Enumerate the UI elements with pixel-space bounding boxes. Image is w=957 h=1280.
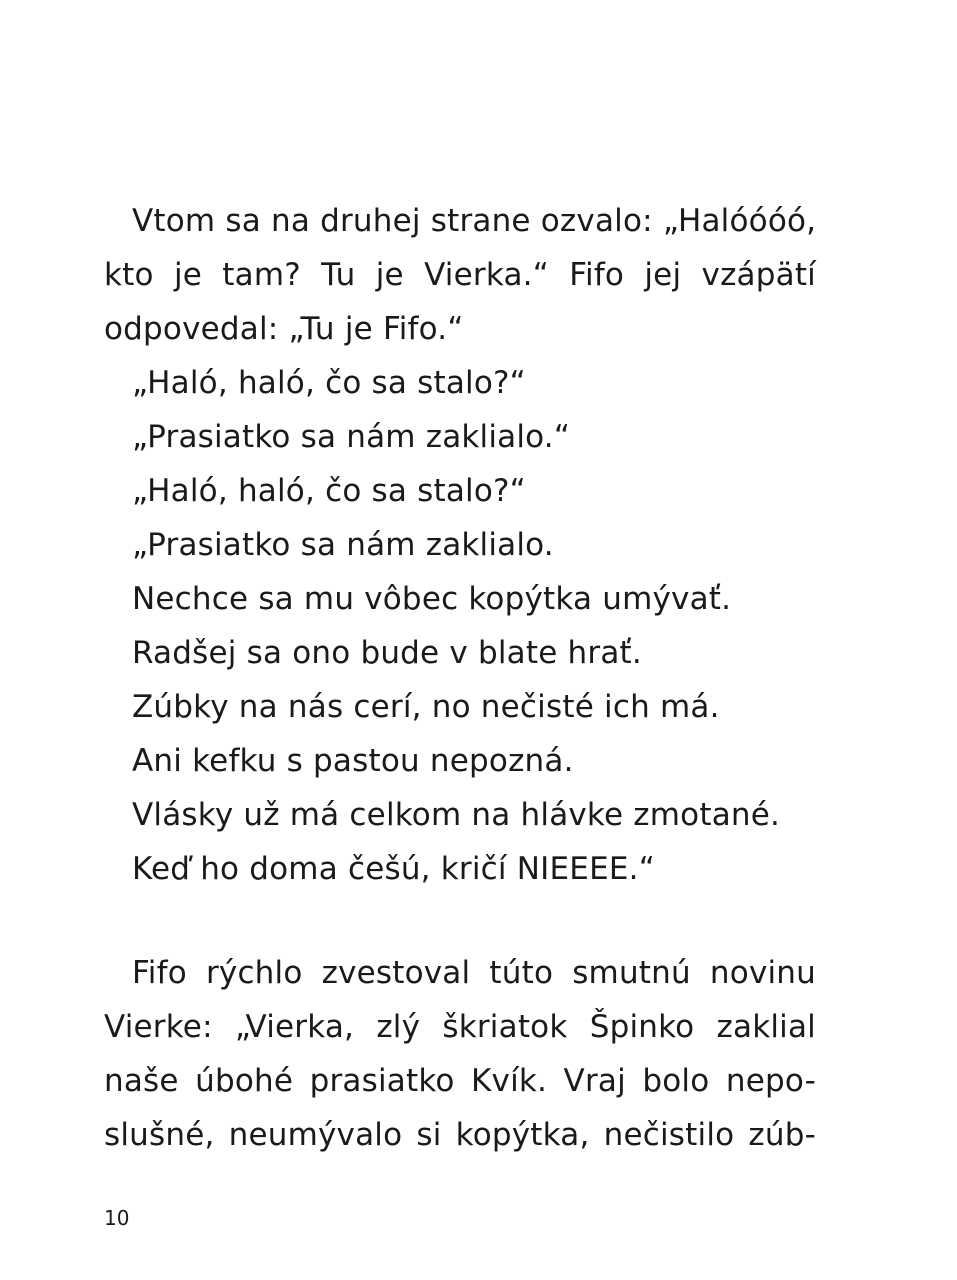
verse-line: Ani kefku s pastou nepozná.	[132, 743, 574, 779]
text-line: Fifo rýchlo zvestoval túto smutnú novinu	[132, 955, 816, 991]
verse-line: „Haló, haló, čo sa stalo?“	[132, 473, 526, 509]
verse-line: Radšej sa ono bude v blate hrať.	[132, 635, 642, 671]
verse-line: „Prasiatko sa nám zaklialo.	[132, 527, 554, 563]
text-line: kto je tam? Tu je Vierka.“ Fifo jej vzápätí	[104, 257, 816, 293]
verse-line: Vlásky už má celkom na hlávke zmotané.	[132, 797, 781, 833]
verse-dialogue	[132, 356, 832, 896]
text-line: naše úbohé prasiatko Kvík. Vraj bolo nepo-	[104, 1063, 816, 1099]
verse-line: Keď ho doma češú, kričí NIEEEE.“	[132, 851, 655, 887]
paragraph-intro	[104, 194, 816, 356]
verse-line: „Prasiatko sa nám zaklialo.“	[132, 419, 571, 455]
verse-line: „Haló, haló, čo sa stalo?“	[132, 365, 526, 401]
text-line: slušné, neumývalo si kopýtka, nečistilo zúb-	[104, 1117, 816, 1153]
text-line: Vierke: „Vierka, zlý škriatok Špinko zaklial	[104, 1009, 816, 1045]
text-line: Vtom sa na druhej strane ozvalo: „Halóóóó,	[132, 203, 817, 239]
verse-line: Zúbky na nás cerí, no nečisté ich má.	[132, 689, 720, 725]
text-line: odpovedal: „Tu je Fifo.“	[104, 311, 464, 347]
verse-line: Nechce sa mu vôbec kopýtka umývať.	[132, 581, 732, 617]
page-number: 10	[104, 1206, 130, 1230]
paragraph-news	[104, 946, 816, 1162]
